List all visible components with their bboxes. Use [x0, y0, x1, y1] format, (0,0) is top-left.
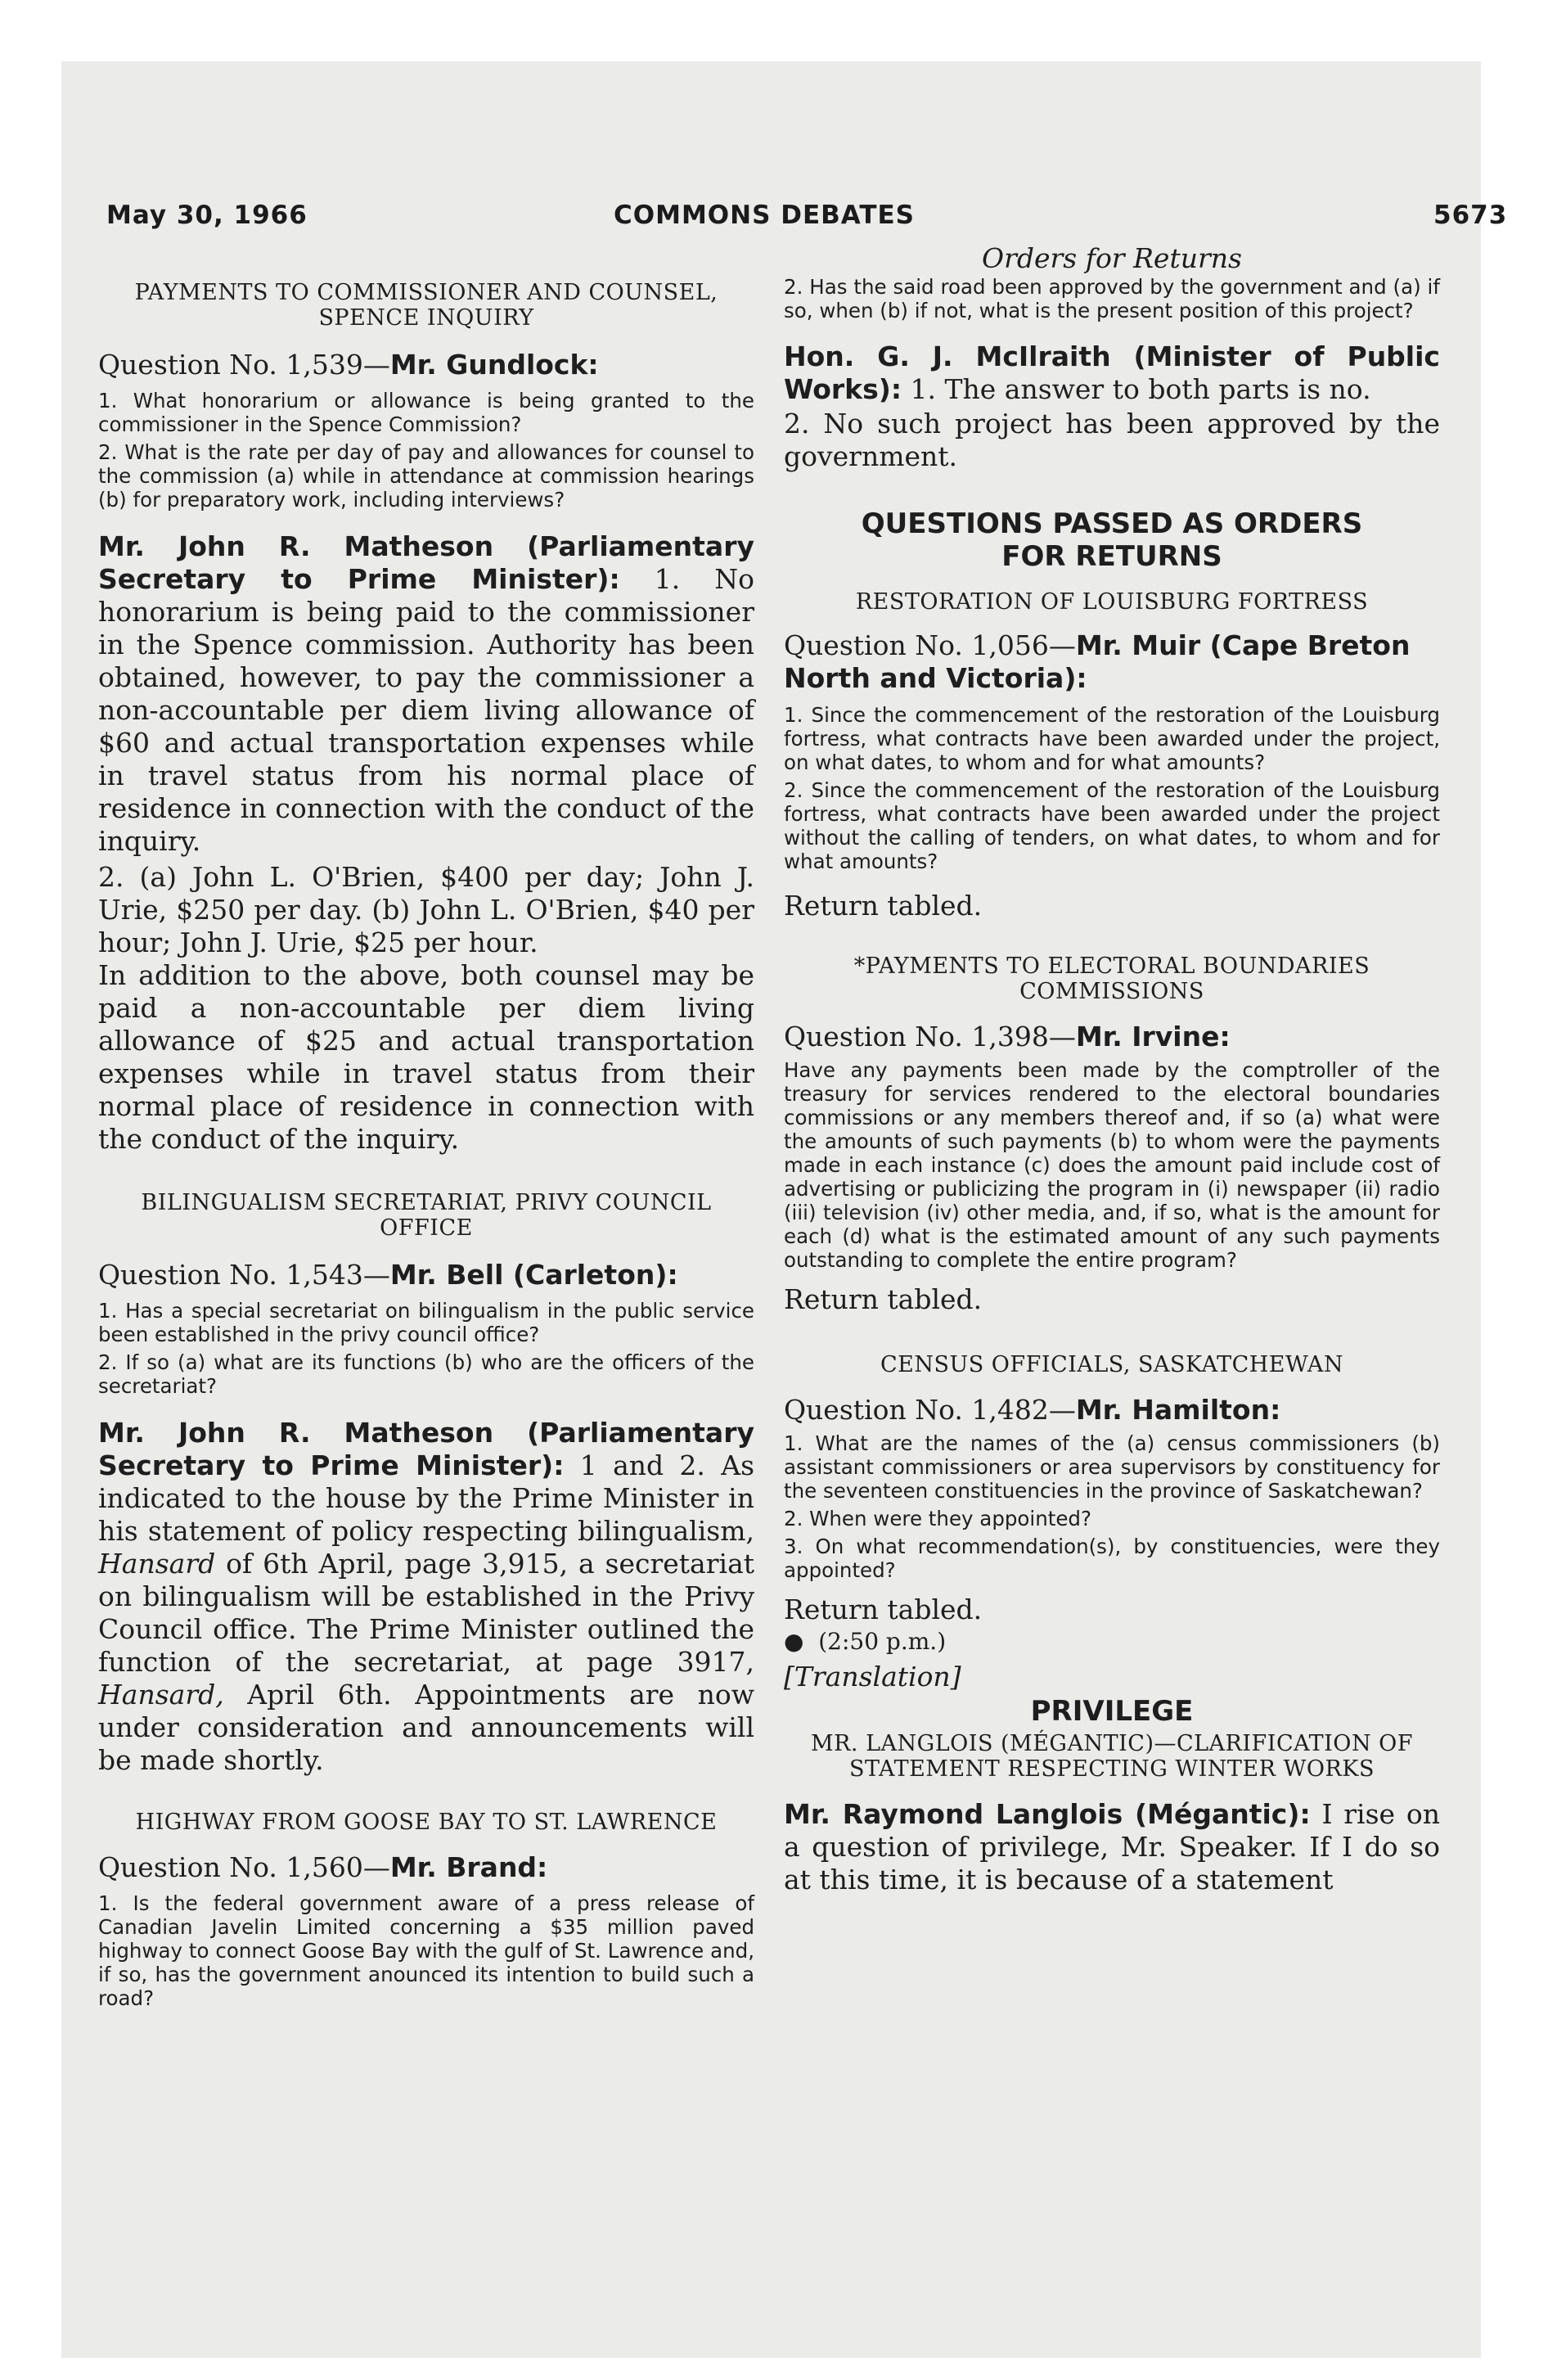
question-line — [784, 629, 1440, 695]
question-text: Have any payments been made by the comptroller of the treasury for services rendered to the electoral boundaries commissions or any members thereof and, if so (a) what were the amounts of such payments (b) to whom were the payments made in each instance (c) does the amount paid include cost of advertising or publicizing the program in (i) newspaper (ii) radio (iii) television (iv) other media, and, if so, what is the amount for each (d) what is the estimated amount of any such payments outstanding to complete the entire program? — [784, 1058, 1440, 1272]
translation-note: [Translation] — [784, 1661, 961, 1693]
answer-paragraph — [98, 1417, 754, 1777]
question-line — [98, 349, 754, 381]
header-page-number: 5673 — [1433, 201, 1508, 230]
hansard-reference: Hansard — [98, 1548, 216, 1580]
speaker-name: Mr. John R. Matheson (Parliamentary Secretary to Prime Minister): — [98, 1417, 754, 1481]
answer-paragraph — [784, 1798, 1440, 1896]
right-column — [784, 244, 1440, 1896]
answer-paragraph — [98, 530, 754, 858]
hansard-reference: Hansard, — [98, 1679, 224, 1711]
answer-paragraph: 2. (a) John L. O'Brien, $400 per day; John J. Urie, $250 per day. (b) John L. O'Brien, $40 per hour; John J. Urie, $25 per hour. — [98, 861, 754, 958]
member-name: Mr. Hamilton: — [1075, 1394, 1281, 1426]
section-heading: HIGHWAY FROM GOOSE BAY TO ST. LAWRENCE — [135, 1810, 718, 1835]
member-name: Mr. Muir (Cape Breton North and Victoria): — [784, 629, 1411, 694]
member-name: Mr. Irvine: — [1075, 1021, 1231, 1053]
left-column — [98, 244, 754, 2010]
question-number: Question No. 1,482— — [784, 1394, 1076, 1426]
question-text: 1. Is the federal government aware of a press release of Canadian Javelin Limited concerning a $35 million paved highway to connect Goose Bay with the gulf of St. Lawrence and, if so, has the government anounced its intention to build such a road? — [98, 1891, 754, 2010]
bullet-icon: ● — [784, 1628, 819, 1655]
member-name: Mr. Brand: — [389, 1851, 548, 1883]
question-number: Question No. 1,056— — [784, 629, 1076, 661]
question-number: Question No. 1,543— — [98, 1259, 390, 1291]
section-heading: CENSUS OFFICIALS, SASKATCHEWAN — [880, 1352, 1344, 1377]
speaker-name: Hon. G. J. McIlraith (Minister of Public Works): — [784, 340, 1440, 405]
section-heading: BILINGUALISM SECRETARIAT, PRIVY COUNCIL OFFICE — [141, 1190, 712, 1241]
question-number: Question No. 1,539— — [98, 349, 390, 381]
section-heading: *PAYMENTS TO ELECTORAL BOUNDARIES COMMISSIONS — [853, 953, 1370, 1004]
question-text: 2. When were they appointed? — [784, 1507, 1091, 1530]
question-line — [98, 1259, 754, 1291]
question-line — [98, 1851, 754, 1884]
speaker-name: Mr. John R. Matheson (Parliamentary Secretary to Prime Minister): — [98, 530, 754, 595]
question-text: 2. What is the rate per day of pay and allowances for counsel to the commission (a) while in attendance at commission hearings (b) for preparatory work, including interviews? — [98, 440, 754, 512]
question-text: 1. What are the names of the (a) census commissioners (b) assistant commissioners or area supervisors by constituency for the seventeen constituencies in the province of Saskatchewan? — [784, 1431, 1440, 1503]
answer-paragraph — [784, 340, 1440, 406]
header-title: COMMONS DEBATES — [614, 201, 915, 230]
question-number: Question No. 1,560— — [98, 1851, 390, 1883]
answer-paragraph: In addition to the above, both counsel may be paid a non-accountable per diem living allowance of $25 and actual transportation expenses while in travel status from their normal place of residence in connection with the conduct of the inquiry. — [98, 959, 754, 1155]
question-text: 2. Has the said road been approved by the government and (a) if so, when (b) if not, what is the present position of this project? — [784, 275, 1440, 322]
time-note — [784, 1628, 1440, 1656]
question-number: Question No. 1,398— — [784, 1021, 1076, 1053]
question-line — [784, 1394, 1440, 1427]
return-tabled: Return tabled. — [784, 1593, 983, 1625]
member-name: Mr. Gundlock: — [389, 349, 599, 381]
time-text: (2:50 p.m.) — [818, 1628, 947, 1655]
section-heading: RESTORATION OF LOUISBURG FORTRESS — [855, 589, 1369, 615]
question-text: 3. On what recommendation(s), by constituencies, were they appointed? — [784, 1535, 1440, 1582]
question-line — [784, 1021, 1440, 1053]
answer-text: I rise on a question of privilege, Mr. Speaker. If I do so at this time, it is because of a statement — [784, 1798, 1440, 1895]
header-date: May 30, 1966 — [106, 201, 308, 230]
question-text: 1. Since the commencement of the restoration of the Louisburg fortress, what contracts have been awarded under the project, on what dates, to whom and for what amounts? — [784, 703, 1440, 774]
question-text: 2. If so (a) what are its functions (b) who are the officers of the secretariat? — [98, 1350, 754, 1398]
member-name: Mr. Bell (Carleton): — [389, 1259, 678, 1291]
speaker-name: Mr. Raymond Langlois (Mégantic): — [784, 1798, 1311, 1830]
section-heading: MR. LANGLOIS (MÉGANTIC)—CLARIFICATION OF STATEMENT RESPECTING WINTER WORKS — [810, 1731, 1414, 1782]
section-title: QUESTIONS PASSED AS ORDERS FOR RETURNS — [861, 507, 1363, 573]
section-heading: PAYMENTS TO COMMISSIONER AND COUNSEL, SPENCE INQUIRY — [134, 280, 718, 331]
answer-text: April 6th. Appointments are now under consideration and announcements will be made shortly. — [98, 1679, 754, 1776]
answer-text: 1 and 2. As indicated to the house by the Prime Minister in his statement of policy respecting bilingualism, — [98, 1449, 754, 1547]
answer-text: of 6th April, page 3,915, a secretariat on bilingualism will be established in the Privy Council office. The Prime Minister outlined the function of the secretariat, at page 3917, — [98, 1548, 754, 1678]
return-tabled: Return tabled. — [784, 1283, 983, 1315]
question-text: 1. Has a special secretariat on bilingualism in the public service been established in the privy council office? — [98, 1299, 754, 1346]
answer-text: 1. No honorarium is being paid to the commissioner in the Spence commission. Authority has been obtained, however, to pay the commissioner a non-accountable per diem living allowance of $60 and actual transportation expenses while in travel status from his normal place of residence in connection with the conduct of the inquiry. — [98, 563, 754, 857]
privilege-title: PRIVILEGE — [1030, 1695, 1194, 1728]
answer-text: 1. The answer to both parts is no. — [902, 373, 1371, 405]
question-text: 2. Since the commencement of the restoration of the Louisburg fortress, what contracts have been awarded under the project without the calling of tenders, on what dates, to whom and for what amounts? — [784, 778, 1440, 873]
question-text: 1. What honorarium or allowance is being granted to the commissioner in the Spence Commission? — [98, 389, 754, 436]
answer-paragraph: 2. No such project has been approved by the government. — [784, 408, 1440, 472]
orders-title: Orders for Returns — [982, 242, 1242, 274]
return-tabled: Return tabled. — [784, 890, 983, 922]
